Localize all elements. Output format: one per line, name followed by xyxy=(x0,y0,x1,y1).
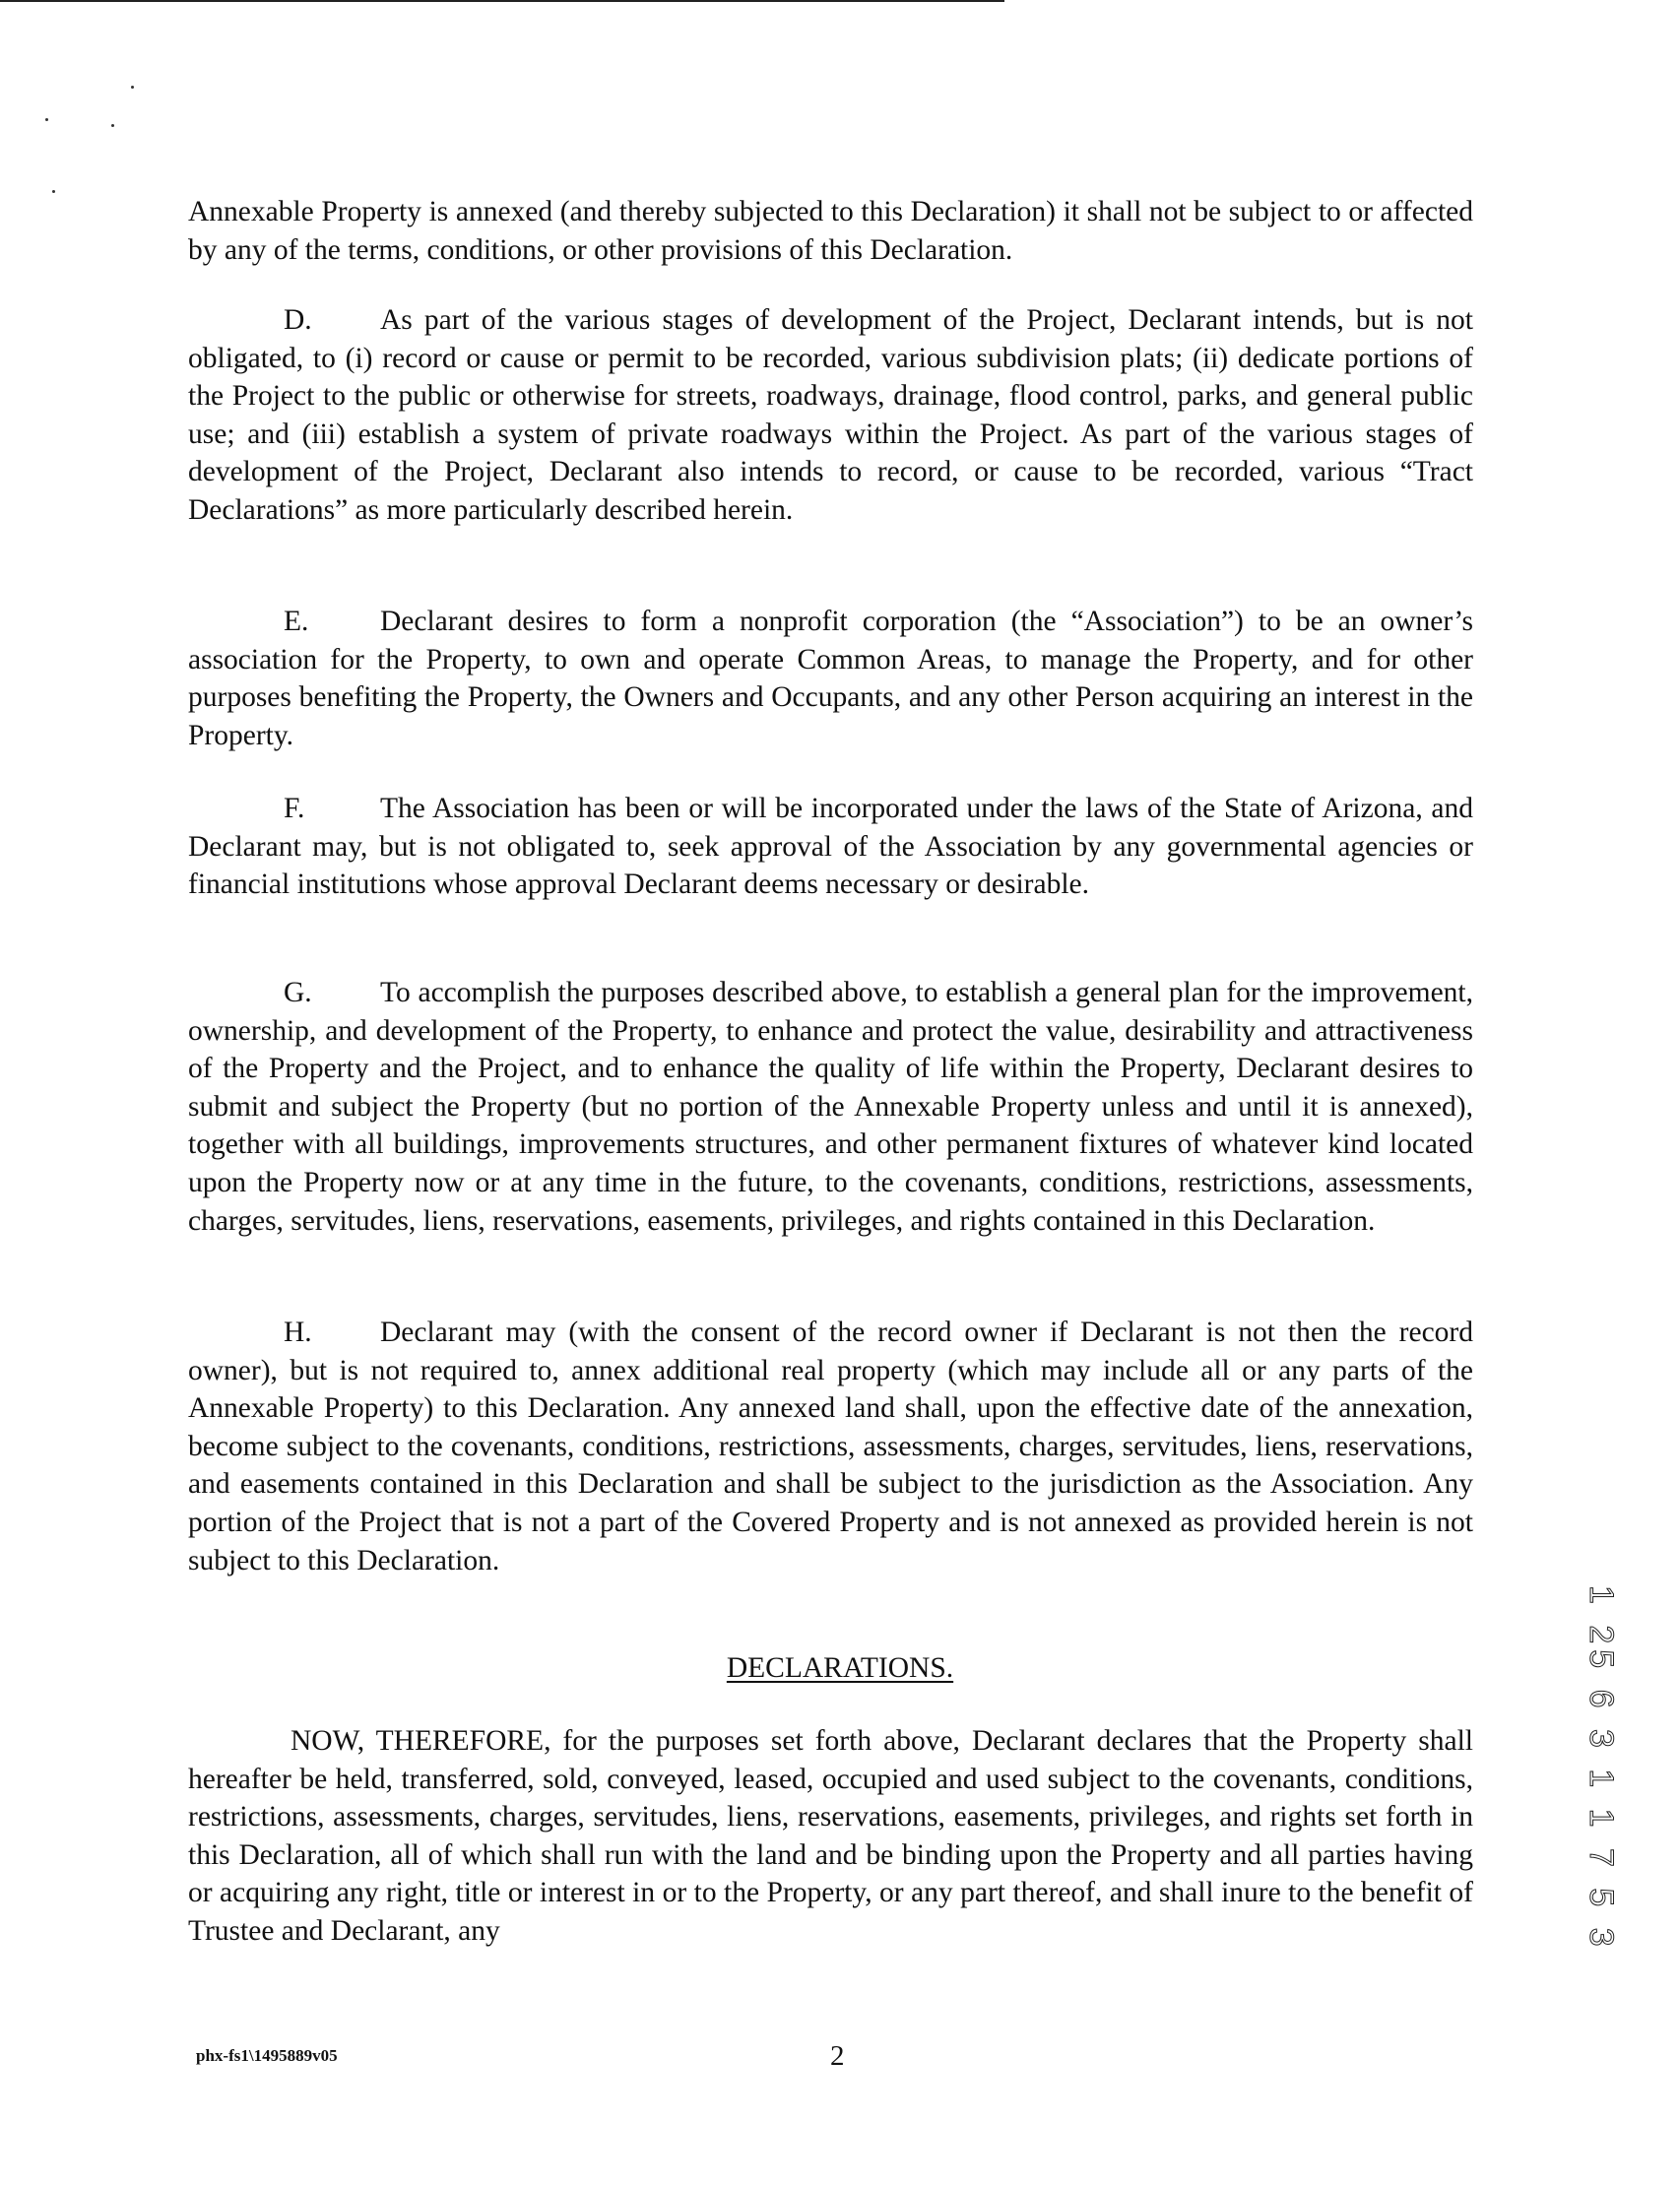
recital-text: To accomplish the purposes described above, to establish a general plan for the improvement, ownership, and development of the Property, to enhance and protect the value, desirability and attractiveness of the Property and the Project, and to enhance the quality of life within the Property, Declarant desires to submit and subject the Property (but no portion of the Annexable Property unless and until it is annexed), together with all buildings, improvements structures, and other permanent fixtures of whatever kind located upon the Property now or at any time in the future, to the covenants, conditions, restrictions, assessments, charges, servitudes, liens, reservations, easements, privileges, and rights contained in this Declaration. xyxy=(188,977,1473,1237)
declarations-paragraph xyxy=(188,1722,1473,1951)
footer-file-id: phx-fs1\1495889v05 xyxy=(196,2046,338,2065)
margin-stamp-text: 1 25 6 3 1 1 7 5 3 xyxy=(1583,1585,1620,1953)
declarations-text: NOW, THEREFORE, for the purposes set forth above, Declarant declares that the Property shall hereafter be held, transferred, sold, conveyed, leased, occupied and used subject to the covenants, conditions, restrictions, assessments, charges, servitudes, liens, reservations, easements, privileges, and rights set forth in this Declaration, all of which shall run with the land and be binding upon the Property and all parties having or acquiring any right, title or interest in or to the Property, or any part thereof, and shall inure to the benefit of Trustee and Declarant, any xyxy=(188,1725,1473,1947)
recital-letter: D. xyxy=(284,304,312,336)
recital-letter: G. xyxy=(284,977,312,1008)
continuation-paragraph: Annexable Property is annexed (and thereby subjected to this Declaration) it shall not be subject to or affected by any of the terms, conditions, or other provisions of this Declaration. xyxy=(188,196,1473,266)
scan-speck xyxy=(131,86,134,89)
recital-f xyxy=(188,790,1473,904)
page-number: 2 xyxy=(830,2040,845,2072)
recital-text: Declarant may (with the consent of the record owner if Declarant is not then the record owner), but is not required to, annex additional real property (which may include all or any parts of the Annexable Property) to this Declaration. Any annexed land shall, upon the effective date of the annexation, become subject to the covenants, conditions, restrictions, assessments, charges, servitudes, liens, reservations, and easements contained in this Declaration and shall be subject to the jurisdiction as the Association. Any portion of the Project that is not a part of the Covered Property and is not annexed as provided herein is not subject to this Declaration. xyxy=(188,1317,1473,1576)
recital-text: Declarant desires to form a nonprofit corporation (the “Association”) to be an owner’s association for the Property, to own and operate Common Areas, to manage the Property, and for other purposes benefiting the Property, the Owners and Occupants, and any other Person acquiring an interest in the Property. xyxy=(188,606,1473,751)
recital-h xyxy=(188,1314,1473,1579)
top-edge-rule xyxy=(0,0,1004,2)
margin-recording-stamp xyxy=(1583,1585,1645,1953)
recital-d xyxy=(188,301,1473,530)
scan-speck xyxy=(45,118,48,121)
scan-speck xyxy=(111,124,114,127)
section-heading: DECLARATIONS. xyxy=(726,1652,954,1684)
recital-g xyxy=(188,974,1473,1240)
recital-text: The Association has been or will be incorporated under the laws of the State of Arizona, and Declarant may, but is not obligated to, seek approval of the Association by any governmental agencies or financial institutions whose approval Declarant deems necessary or desirable. xyxy=(188,793,1473,901)
recital-e xyxy=(188,603,1473,754)
recital-letter: F. xyxy=(284,793,305,824)
recital-letter: E. xyxy=(284,606,309,637)
recital-letter: H. xyxy=(284,1317,312,1348)
scan-speck xyxy=(52,190,55,193)
recital-text: As part of the various stages of development of the Project, Declarant intends, but is not obligated, to (i) record or cause or permit to be recorded, various subdivision plats; (ii) dedicate portions of the Project to the public or otherwise for streets, roadways, drainage, flood control, parks, and general public use; and (iii) establish a system of private roadways within the Project. As part of the various stages of development of the Project, Declarant also intends to record, or cause to be recorded, various “Tract Declarations” as more particularly described herein. xyxy=(188,304,1473,526)
